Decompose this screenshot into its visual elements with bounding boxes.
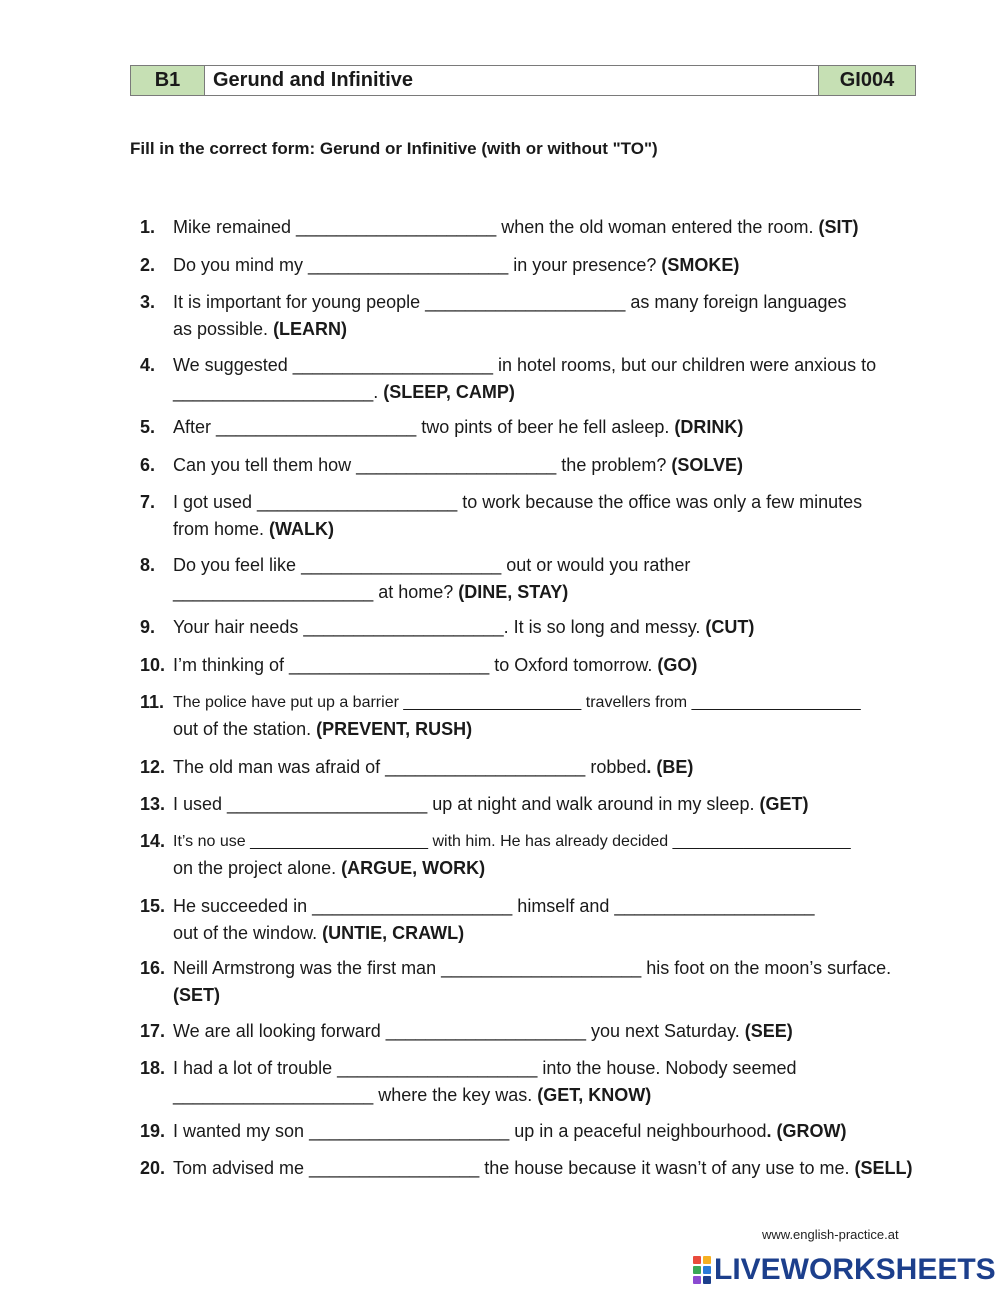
- item-line: [173, 489, 920, 516]
- item-line-text: We are all looking forward ____________________ you next Saturday.: [173, 1021, 745, 1041]
- item-line-text: out of the window.: [173, 923, 323, 943]
- item-text: [173, 489, 920, 543]
- verb-prompt: . (GROW): [766, 1121, 847, 1141]
- item-line-text: out of the station.: [173, 719, 317, 739]
- item-line-text: He succeeded in ____________________ himself and ____________________: [173, 896, 815, 916]
- item-line-text: It is important for young people ____________________ as many foreign languages: [173, 292, 847, 312]
- item-text: [173, 955, 920, 1009]
- item-line: [173, 516, 920, 543]
- item-line-text: Do you feel like ____________________ out or would you rather: [173, 555, 691, 575]
- item-text: [173, 754, 920, 781]
- item-line-text: Mike remained ____________________ when the old woman entered the room.: [173, 217, 819, 237]
- level-cell: B1: [131, 66, 205, 95]
- item-line: [173, 414, 920, 441]
- item-text: [173, 689, 920, 743]
- worksheet-title: Gerund and Infinitive: [205, 66, 819, 95]
- item-text: [173, 893, 920, 947]
- verb-prompt: (SMOKE): [661, 255, 740, 275]
- item-line-text: ____________________ where the key was.: [173, 1085, 538, 1105]
- exercise-item: [140, 1055, 920, 1109]
- item-text: [173, 652, 920, 679]
- item-line-text: I wanted my son ____________________ up in a peaceful neighbourhood: [173, 1121, 767, 1141]
- item-text: [173, 1055, 920, 1109]
- item-line-text: ____________________ at home?: [173, 582, 459, 602]
- item-line: [173, 828, 920, 855]
- item-line-text: Do you mind my ____________________ in your presence?: [173, 255, 662, 275]
- worksheet-header: [130, 65, 916, 96]
- item-line: [173, 1155, 920, 1182]
- exercise-item: [140, 614, 920, 641]
- item-text: [173, 214, 920, 241]
- item-number: 16.: [140, 958, 166, 978]
- exercise-item: [140, 414, 920, 441]
- exercise-item: [140, 1118, 920, 1145]
- item-number: 3.: [140, 292, 156, 312]
- exercise-item: [140, 955, 920, 1009]
- item-line: [173, 614, 920, 641]
- item-number: 12.: [140, 757, 166, 777]
- item-line: [173, 214, 920, 241]
- exercise-item: [140, 252, 920, 279]
- instruction-text: Fill in the correct form: Gerund or Infinitive (with or without "TO"): [130, 139, 658, 158]
- verb-prompt: (UNTIE, CRAWL): [322, 923, 465, 943]
- exercise-item: [140, 754, 920, 781]
- item-text: [173, 414, 920, 441]
- item-number: 14.: [140, 831, 166, 851]
- item-line: [173, 1018, 920, 1045]
- item-line: [173, 579, 920, 606]
- item-number: 2.: [140, 255, 156, 275]
- verb-prompt: (ARGUE, WORK): [341, 858, 486, 878]
- worksheet-code: GI004: [819, 66, 915, 95]
- verb-prompt: (PREVENT, RUSH): [316, 719, 473, 739]
- verb-prompt: (SLEEP, CAMP): [383, 382, 515, 402]
- item-text: [173, 614, 920, 641]
- item-line: [173, 716, 920, 743]
- item-line: [173, 1118, 920, 1145]
- verb-prompt: (SOLVE): [671, 455, 744, 475]
- exercise-item: [140, 828, 920, 882]
- item-text: [173, 1155, 920, 1182]
- item-number: 11.: [140, 692, 165, 712]
- item-line: [173, 379, 920, 406]
- item-line: [173, 252, 920, 279]
- item-line-text: Can you tell them how ____________________ the problem?: [173, 455, 672, 475]
- verb-prompt: (WALK): [269, 519, 335, 539]
- verb-prompt: (GO): [657, 655, 698, 675]
- item-line: [173, 791, 920, 818]
- item-number: 8.: [140, 555, 156, 575]
- item-line: [173, 955, 920, 982]
- verb-prompt: (LEARN): [273, 319, 348, 339]
- item-number: 4.: [140, 355, 156, 375]
- item-text: [173, 289, 920, 343]
- item-number: 1.: [140, 217, 156, 237]
- item-number: 6.: [140, 455, 156, 475]
- verb-prompt: (CUT): [705, 617, 755, 637]
- exercise-item: [140, 289, 920, 343]
- verb-prompt: (DINE, STAY): [458, 582, 569, 602]
- exercise-item: [140, 652, 920, 679]
- item-number: 9.: [140, 617, 156, 637]
- item-line-text: I’m thinking of ____________________ to Oxford tomorrow.: [173, 655, 658, 675]
- item-text: [173, 828, 920, 882]
- item-number: 7.: [140, 492, 156, 512]
- exercise-item: [140, 893, 920, 947]
- verb-prompt: (SEE): [744, 1021, 793, 1041]
- source-url: www.english-practice.at: [762, 1227, 899, 1242]
- item-line: [173, 652, 920, 679]
- brand-name: LIVEWORKSHEETS: [714, 1253, 996, 1286]
- item-line-text: I had a lot of trouble ____________________ into the house. Nobody seemed: [173, 1058, 797, 1078]
- item-line-text: Your hair needs ____________________. It is so long and messy.: [173, 617, 706, 637]
- item-number: 17.: [140, 1021, 166, 1041]
- verb-prompt: (SELL): [854, 1158, 913, 1178]
- exercise-item: [140, 214, 920, 241]
- verb-prompt: (GET, KNOW): [537, 1085, 652, 1105]
- liveworksheets-logo: [693, 1253, 996, 1287]
- verb-prompt: (SET): [173, 985, 220, 1005]
- item-number: 10.: [140, 655, 166, 675]
- exercise-item: [140, 452, 920, 479]
- item-text: [173, 452, 920, 479]
- item-line: [173, 1055, 920, 1082]
- item-line: [173, 452, 920, 479]
- item-number: 18.: [140, 1058, 166, 1078]
- item-line-text: from home.: [173, 519, 270, 539]
- item-line-text: I got used ____________________ to work because the office was only a few minutes: [173, 492, 863, 512]
- item-line-text: as possible.: [173, 319, 274, 339]
- item-line-text: It’s no use ____________________ with him. He has already decided ____________________: [173, 833, 851, 850]
- item-line-text: We suggested ____________________ in hotel rooms, but our children were anxious to: [173, 355, 877, 375]
- item-line: [173, 855, 920, 882]
- item-text: [173, 352, 920, 406]
- item-line: [173, 754, 920, 781]
- item-line: [173, 920, 920, 947]
- item-line-text: on the project alone.: [173, 858, 342, 878]
- verb-prompt: (SIT): [818, 217, 859, 237]
- exercise-item: [140, 489, 920, 543]
- item-line-text: The old man was afraid of ____________________ robbed: [173, 757, 647, 777]
- item-line: [173, 893, 920, 920]
- item-line: [173, 289, 920, 316]
- item-text: [173, 1018, 920, 1045]
- item-number: 19.: [140, 1121, 166, 1141]
- item-line: [173, 552, 920, 579]
- item-line-text: The police have put up a barrier ____________________ travellers from ___________________: [173, 694, 861, 711]
- exercise-item: [140, 791, 920, 818]
- exercise-item: [140, 1155, 920, 1182]
- item-line-text: ____________________.: [173, 382, 384, 402]
- verb-prompt: (GET): [759, 794, 809, 814]
- exercise-item: [140, 552, 920, 606]
- item-line: [173, 689, 920, 716]
- verb-prompt: . (BE): [646, 757, 694, 777]
- item-line-text: I used ____________________ up at night and walk around in my sleep.: [173, 794, 760, 814]
- item-text: [173, 1118, 920, 1145]
- item-text: [173, 552, 920, 606]
- item-line: [173, 982, 920, 1009]
- item-text: [173, 791, 920, 818]
- item-number: 13.: [140, 794, 166, 814]
- item-line: [173, 316, 920, 343]
- item-number: 20.: [140, 1158, 166, 1178]
- item-number: 5.: [140, 417, 156, 437]
- item-line: [173, 1082, 920, 1109]
- exercise-item: [140, 689, 920, 743]
- item-line-text: After ____________________ two pints of beer he fell asleep.: [173, 417, 675, 437]
- item-text: [173, 252, 920, 279]
- exercise-item: [140, 1018, 920, 1045]
- verb-prompt: (DRINK): [674, 417, 744, 437]
- logo-squares-icon: [693, 1256, 711, 1284]
- item-line-text: Neill Armstrong was the first man ____________________ his foot on the moon’s surface.: [173, 958, 892, 978]
- exercise-item: [140, 352, 920, 406]
- item-line-text: Tom advised me _________________ the house because it wasn’t of any use to me.: [173, 1158, 855, 1178]
- item-line: [173, 352, 920, 379]
- item-number: 15.: [140, 896, 166, 916]
